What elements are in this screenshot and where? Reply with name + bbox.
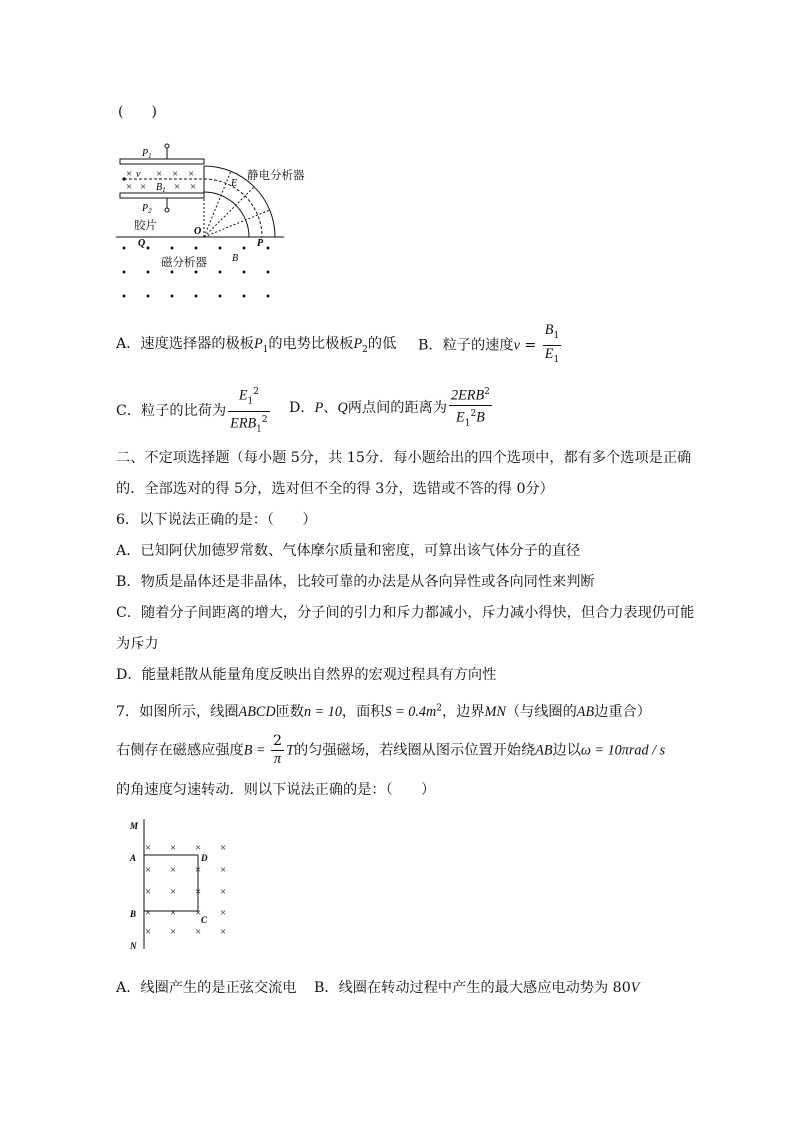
fig-electrostatic-label: 静电分析器 [247,168,305,182]
svg-text:×: × [195,864,202,876]
svg-text:×: × [220,842,227,854]
q6-option-d: D．能量耗散从能量角度反映出自然界的宏观过程具有方向性 [116,667,497,683]
q6-option-b: B．物质是晶体还是非晶体，比较可靠的办法是从各向异性或各向同性来判断 [116,574,595,590]
svg-text:×: × [220,907,227,919]
fig-o-label: O [194,226,202,237]
q7-option-a: A．线圈产生的是正弦交流电 [116,980,297,996]
q5-option-d: D．P、Q两点间的距离为 $\frac{2ERB^2}{E_1^2B}$ [289,384,494,432]
fig-p2-label: $P_2$ [142,203,152,215]
svg-text:×: × [156,168,163,180]
svg-text:×: × [195,926,202,938]
fig-v-label: v [136,169,141,180]
svg-text:×: × [170,926,177,938]
fig7-b-label: B [130,909,137,919]
coil-figure [124,815,244,955]
q6-option-a: A．已知阿伏加德罗常数、气体摩尔质量和密度，可算出该气体分子的直径 [116,543,581,559]
svg-text:×: × [170,907,177,919]
svg-text:×: × [220,864,227,876]
q6-stem: 6．以下说法正确的是：（ ） [116,512,317,528]
fig-b-label: B [232,253,239,264]
q7-stem-line3: 的角速度匀速转动．则以下说法正确的是：（ ） [116,782,436,798]
q5-option-b: B．粒子的速度v = $\frac{B_1}{E_1}$ [418,322,560,365]
q5-option-c: C．粒子的比荷为 $\frac{E_1^2}{ERB_1^2}$ [116,384,272,438]
fig-magnetic-label: 磁分析器 [161,255,207,269]
fig7-d-label: D [201,853,208,863]
svg-text:×: × [126,181,133,193]
fig7-n-label: N [130,941,137,951]
fig-film-label: 胶片 [134,218,157,232]
svg-text:×: × [126,168,133,180]
svg-text:×: × [170,842,177,854]
q7-stem-line1: 7．如图所示，线圈ABCD匝数n = 10，面积$S = 0.4m^2$，边界MN（与线圈的AB边重合） [116,703,651,720]
svg-text:×: × [140,181,147,193]
svg-text:×: × [145,907,152,919]
svg-text:×: × [170,886,177,898]
q6-option-c-cont: 为斥力 [116,636,159,652]
fig-p1-label: $P_1$ [142,148,152,160]
svg-text:×: × [145,926,152,938]
q7-stem-line2: 右侧存在磁感应强度B = $\frac{2}{\pi}$ T的匀强磁场，若线圈从图示位置开始绕AB边以ω = 10πrad / s [116,733,666,767]
q6-option-c: C．随着分子间距离的增大，分子间的引力和斥力都减小，斥力减小得快，但合力表现仍可能 [116,605,695,621]
fig7-c-label: C [201,915,208,925]
section2-heading-line1: 二、不定项选择题（每小题 5分，共 15分．每小题给出的四个选项中，都有多个选项是正确 [116,450,692,466]
fig-p-label: P [257,238,264,249]
fig-e-label: E [231,178,238,189]
fig-b1-label: $B_1$ [156,182,166,194]
svg-text:×: × [145,864,152,876]
q5-stem-tail: ( ) [118,104,157,120]
svg-text:×: × [145,886,152,898]
fig7-a-label: A [130,853,137,863]
svg-text:×: × [220,886,227,898]
svg-text:×: × [195,886,202,898]
svg-text:×: × [170,864,177,876]
svg-text:×: × [188,168,195,180]
svg-text:×: × [195,842,202,854]
q7-option-b: B．线圈在转动过程中产生的最大感应电动势为 80V [314,980,640,996]
svg-text:×: × [190,181,197,193]
q5-option-a: A．速度选择器的极板$P_1$的电势比极板$P_2$的低 [116,336,397,355]
svg-text:×: × [145,842,152,854]
svg-text:×: × [174,181,181,193]
fig-q-label: Q [138,238,146,249]
svg-text:×: × [172,168,179,180]
section2-heading-line2: 的．全部选对的得 5分，选对但不全的得 3分，选错或不答的得 0分） [116,481,554,497]
svg-text:×: × [220,926,227,938]
svg-text:×: × [195,907,202,919]
fig7-m-label: M [130,821,139,831]
